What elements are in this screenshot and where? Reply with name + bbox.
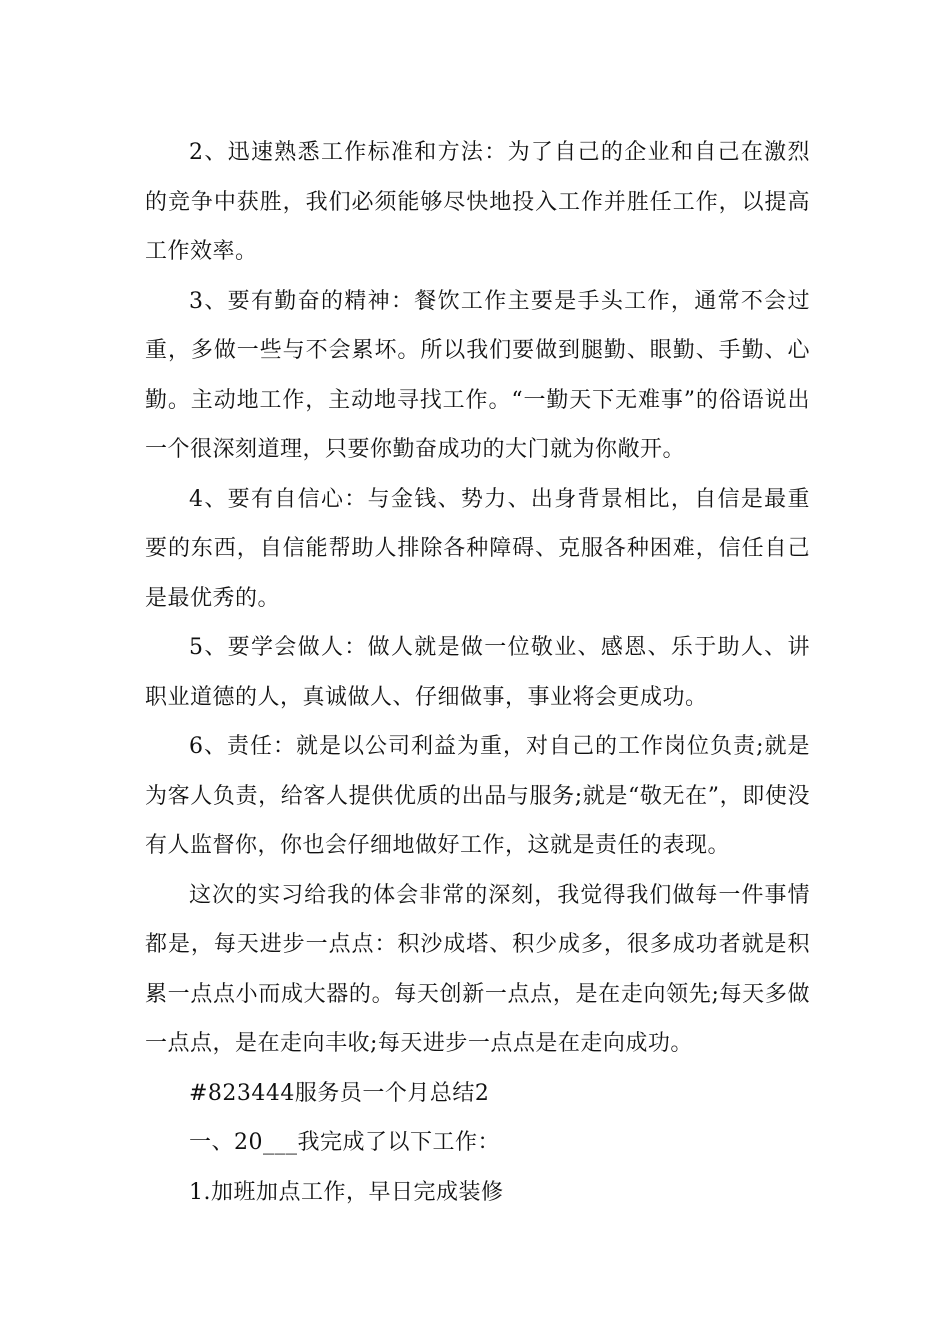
paragraph-3-diligence: 3、要有勤奋的精神：餐饮工作主要是手头工作，通常不会过重，多做一些与不会累坏。所以我们要做到腿勤、眼勤、手勤、心勤。主动地工作，主动地寻找工作。“一勤天下无难事”的俗语说出一个很深刻道理，只要你勤奋成功的大门就为你敞开。 — [145, 288, 810, 462]
subsection-heading-completed-work: 一、20___我完成了以下工作： — [189, 1130, 500, 1155]
paragraph-2-work-standards: 2、迅速熟悉工作标准和方法：为了自己的企业和自己在激烈的竞争中获胜，我们必须能够尽快地投入工作并胜任工作，以提高工作效率。 — [145, 140, 810, 264]
section-heading-summary-2: #823444服务员一个月总结2 — [189, 1080, 490, 1106]
list-item-overtime-renovation: 1.加班加点工作，早日完成装修 — [189, 1179, 504, 1205]
paragraph-6-responsibility: 6、责任：就是以公司利益为重，对自己的工作岗位负责;就是为客人负责，给客人提供优质的出品与服务;就是“敬无在”，即使没有人监督你，你也会仔细地做好工作，这就是责任的表现。 — [145, 734, 810, 858]
paragraph-5-conduct: 5、要学会做人：做人就是做一位敬业、感恩、乐于助人、讲职业道德的人，真诚做人、仔细做事，事业将会更成功。 — [145, 635, 810, 710]
paragraph-4-confidence: 4、要有自信心：与金钱、势力、出身背景相比，自信是最重要的东西，自信能帮助人排除各种障碍、克服各种困难，信任自己是最优秀的。 — [145, 486, 810, 611]
document-body — [145, 128, 810, 1217]
paragraph-internship-reflection: 这次的实习给我的体会非常的深刻，我觉得我们做每一件事情都是，每天进步一点点：积沙成塔、积少成多，很多成功者就是积累一点点小而成大器的。每天创新一点点，是在走向领先;每天多做一点点，是在走向丰收;每天进步一点点是在走向成功。 — [145, 882, 810, 1056]
